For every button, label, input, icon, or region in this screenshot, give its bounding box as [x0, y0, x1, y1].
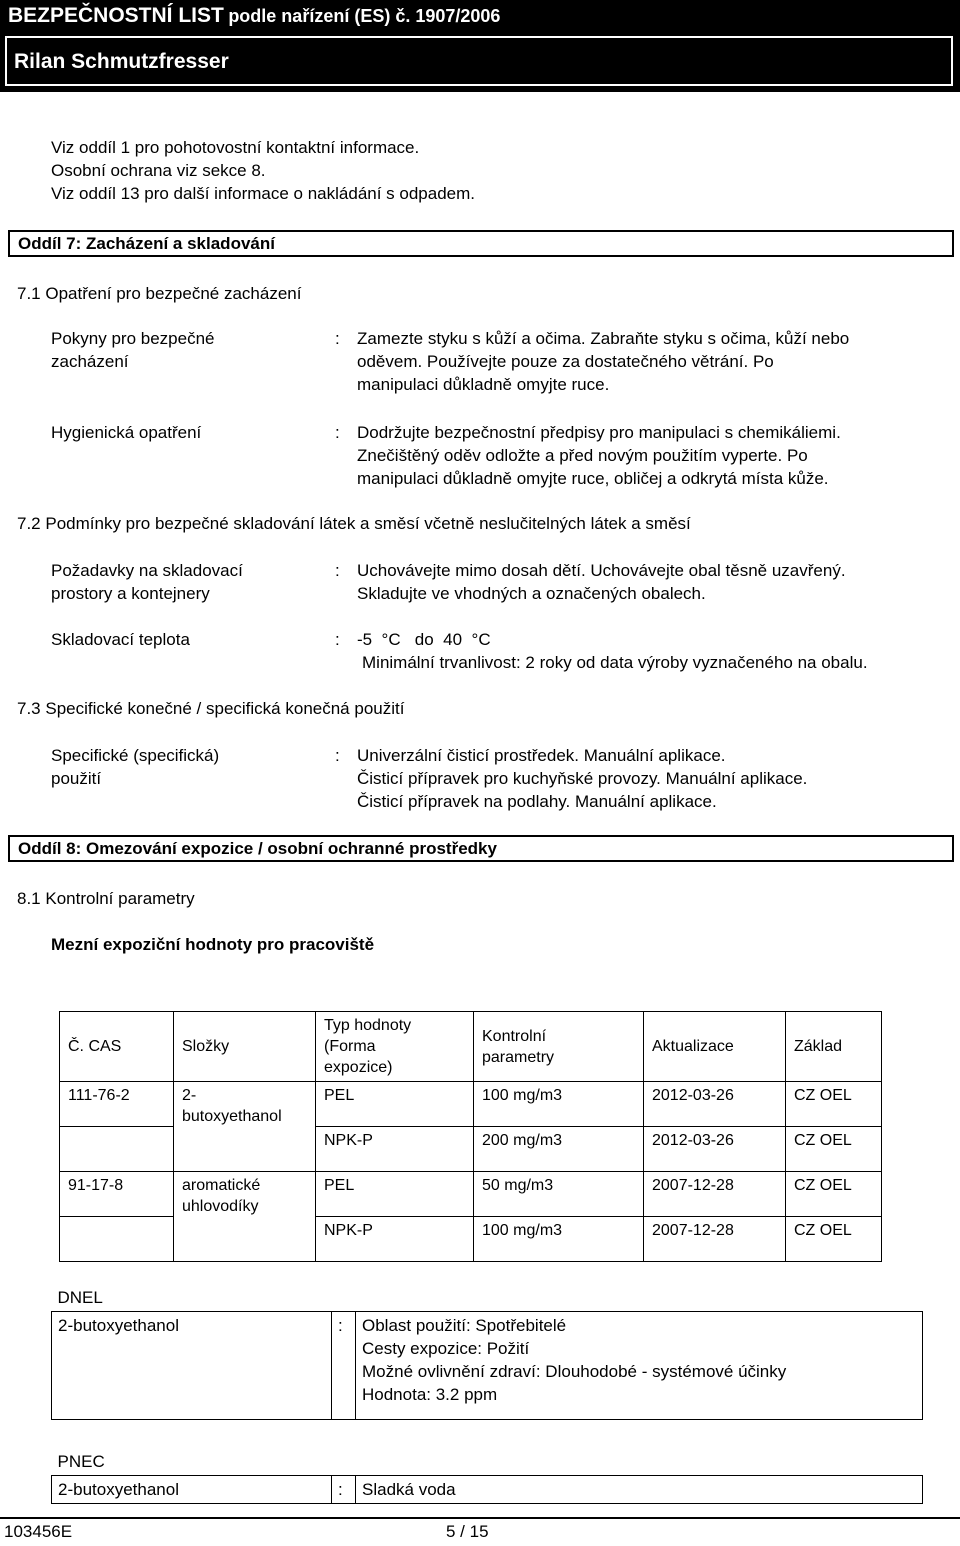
dnel-table	[51, 1284, 923, 1420]
section-7-title: Oddíl 7: Zacházení a skladování	[8, 230, 954, 257]
storage-req-label: Požadavky na skladovací prostory a kontejnery	[51, 561, 243, 603]
header-type: Typ hodnoty (Forma expozice)	[316, 1012, 474, 1082]
header-param: Kontrolní parametry	[474, 1012, 644, 1082]
hygiene-value: Dodržujte bezpečnostní předpisy pro manipulaci s chemikáliemi. Znečištěný oděv odložte a před novým použitím vyperte. Po manipulaci důkladně omyjte ruce, obličej a odkrytá místa kůže.	[357, 423, 841, 488]
header-title-main: BEZPEČNOSTNÍ LIST	[8, 4, 224, 27]
specific-use-colon: :	[335, 746, 340, 765]
header-cas: Č. CAS	[60, 1012, 174, 1082]
dnel-colon: :	[332, 1312, 356, 1420]
table-row: 111-76-2 2- butoxyethanol PEL 100 mg/m3 2012-03-26 CZ OEL	[60, 1082, 882, 1127]
handling-label: Pokyny pro bezpečné zacházení	[51, 329, 215, 371]
pnec-colon: :	[332, 1476, 356, 1504]
footer-page-number: 5 / 15	[446, 1522, 489, 1541]
dnel-substance: 2-butoxyethanol	[52, 1312, 332, 1420]
specific-use-value: Univerzální čisticí prostředek. Manuální aplikace. Čisticí přípravek pro kuchyňské provozy. Manuální aplikace. Čisticí přípravek na podlahy. Manuální aplikace.	[357, 746, 808, 811]
header-updated: Aktualizace	[644, 1012, 786, 1082]
pnec-table	[51, 1448, 923, 1504]
table-header-row	[60, 1012, 882, 1082]
section-7-1-title: 7.1 Opatření pro bezpečné zacházení	[17, 284, 302, 303]
pnec-heading: PNEC	[52, 1448, 923, 1476]
exposure-limits-table	[59, 1011, 882, 1262]
product-name: Rilan Schmutzfresser	[14, 50, 229, 73]
header-substance: Složky	[174, 1012, 316, 1082]
handling-value: Zamezte styku s kůží a očima. Zabraňte styku s očima, kůží nebo oděvem. Používejte pouze za dostatečného větrání. Po manipulaci důkladně omyjte ruce.	[357, 329, 850, 394]
header-basis: Základ	[786, 1012, 882, 1082]
storage-req-colon: :	[335, 561, 340, 580]
footer-doc-number: 103456E	[4, 1522, 73, 1541]
intro-line: Viz oddíl 13 pro další informace o nakládání s odpadem.	[51, 184, 476, 203]
intro-block	[51, 136, 475, 205]
storage-temp-value: -5 °C do 40 °C	[357, 630, 491, 649]
pnec-substance: 2-butoxyethanol	[52, 1476, 332, 1504]
section-8-title: Oddíl 8: Omezování expozice / osobní ochranné prostředky	[8, 835, 954, 862]
dnel-values: Oblast použití: Spotřebitelé Cesty expozice: Požití Možné ovlivnění zdraví: Dlouhodobé - systémové účinky Hodnota: 3.2 ppm	[356, 1312, 923, 1420]
hygiene-colon: :	[335, 423, 340, 442]
section-8-1-title: 8.1 Kontrolní parametry	[17, 889, 195, 908]
specific-use-label: Specifické (specifická) použití	[51, 746, 220, 788]
pnec-value: Sladká voda	[356, 1476, 923, 1504]
section-7-3-title: 7.3 Specifické konečné / specifická konečná použití	[17, 699, 405, 718]
storage-temp-colon: :	[335, 630, 340, 649]
handling-colon: :	[335, 329, 340, 348]
intro-line: Osobní ochrana viz sekce 8.	[51, 161, 266, 180]
section-7-2-title: 7.2 Podmínky pro bezpečné skladování látek a směsí včetně neslučitelných látek a směsí	[17, 514, 691, 533]
table-row: NPK-P 100 mg/m3 2007-12-28 CZ OEL	[60, 1217, 882, 1262]
hygiene-label: Hygienická opatření	[51, 423, 202, 442]
footer-rule	[0, 1517, 960, 1519]
table-row: NPK-P 200 mg/m3 2012-03-26 CZ OEL	[60, 1127, 882, 1172]
header-title-sub: podle nařízení (ES) č. 1907/2006	[228, 6, 501, 26]
storage-req-value: Uchovávejte mimo dosah dětí. Uchovávejte obal těsně uzavřený. Skladujte ve vhodných a označených obalech.	[357, 561, 846, 603]
shelf-life: Minimální trvanlivost: 2 roky od data výroby vyznačeného na obalu.	[362, 653, 868, 672]
intro-line: Viz oddíl 1 pro pohotovostní kontaktní informace.	[51, 138, 420, 157]
oel-title: Mezní expoziční hodnoty pro pracoviště	[51, 935, 375, 954]
storage-temp-label: Skladovací teplota	[51, 630, 190, 649]
dnel-heading: DNEL	[52, 1284, 923, 1312]
header-title	[8, 4, 500, 28]
table-row: 91-17-8 aromatické uhlovodíky PEL 50 mg/m3 2007-12-28 CZ OEL	[60, 1172, 882, 1217]
